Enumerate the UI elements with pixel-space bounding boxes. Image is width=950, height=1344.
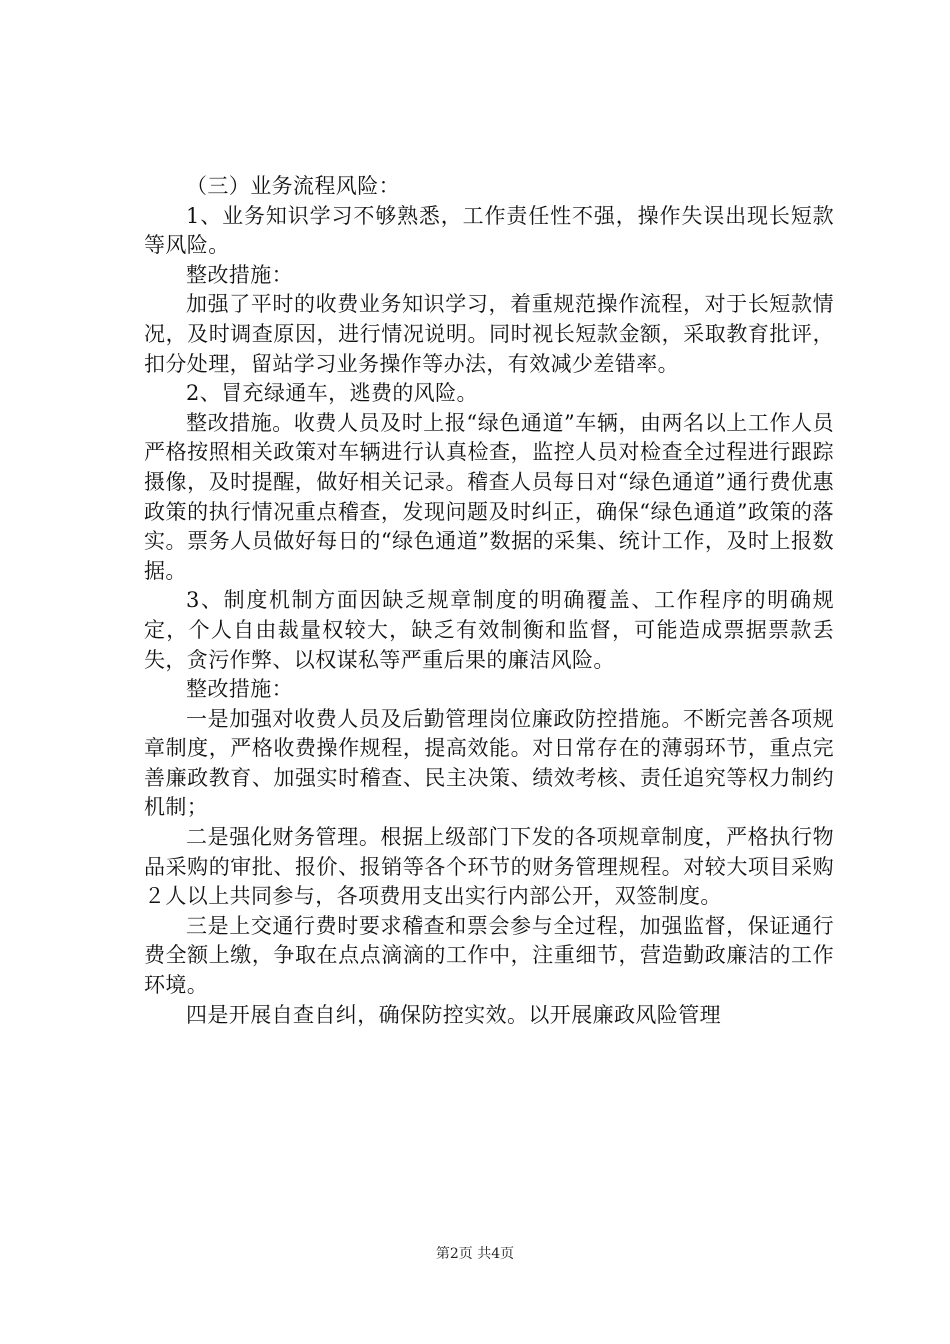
paragraph: 整改措施。收费人员及时上报“绿色通道”车辆，由两名以上工作人员严格按照相关政策对车辆进行认真检查，监控人员对检查全过程进行跟踪摄像，及时提醒，做好相关记录。稽查人员每日对“绿色通道”通行费优惠政策的执行情况重点稽查，发现问题及时纠正，确保“绿色通道”政策的落实。票务人员做好每日的“绿色通道”数据的采集、统计工作，及时上报数据。 bbox=[144, 410, 834, 583]
paragraph: 四是开展自查自纠，确保防控实效。以开展廉政风险管理 bbox=[186, 1002, 721, 1027]
paragraph: 1、业务知识学习不够熟悉，工作责任性不强，操作失误出现长短款等风险。 bbox=[144, 203, 834, 258]
paragraph: 3、制度机制方面因缺乏规章制度的明确覆盖、工作程序的明确规定，个人自由裁量权较大，缺乏有效制衡和监督，可能造成票据票款丢失，贪污作弊、以权谋私等严重后果的廉洁风险。 bbox=[144, 588, 834, 672]
paragraph: 一是加强对收费人员及后勤管理岗位廉政防控措施。不断完善各项规章制度，严格收费操作规程，提高效能。对日常存在的薄弱环节，重点完善廉政教育、加强实时稽查、民主决策、绩效考核、责任追究等权力制约机制； bbox=[144, 706, 834, 820]
paragraph: 二是强化财务管理。根据上级部门下发的各项规章制度，严格执行物品采购的审批、报价、报销等各个环节的财务管理规程。对较大项目采购２人以上共同参与，各项费用支出实行内部公开，双签制度。 bbox=[144, 825, 834, 909]
section-heading: （三）业务流程风险： bbox=[186, 174, 400, 198]
paragraph: 三是上交通行费时要求稽查和票会参与全过程，加强监督，保证通行费全额上缴，争取在点点滴滴的工作中，注重细节，营造勤政廉洁的工作环境。 bbox=[144, 913, 834, 998]
page-number-footer: 第2页 共4页 bbox=[435, 1246, 515, 1262]
paragraph: 整改措施： bbox=[186, 677, 293, 702]
document-body bbox=[144, 172, 834, 1030]
paragraph: 整改措施： bbox=[186, 262, 293, 287]
paragraph: 加强了平时的收费业务知识学习，着重规范操作流程，对于长短款情况，及时调查原因，进行情况说明。同时视长短款金额，采取教育批评，扣分处理，留站学习业务操作等办法，有效减少差错率。 bbox=[144, 292, 834, 376]
paragraph: 2、冒充绿通车，逃费的风险。 bbox=[186, 381, 478, 406]
